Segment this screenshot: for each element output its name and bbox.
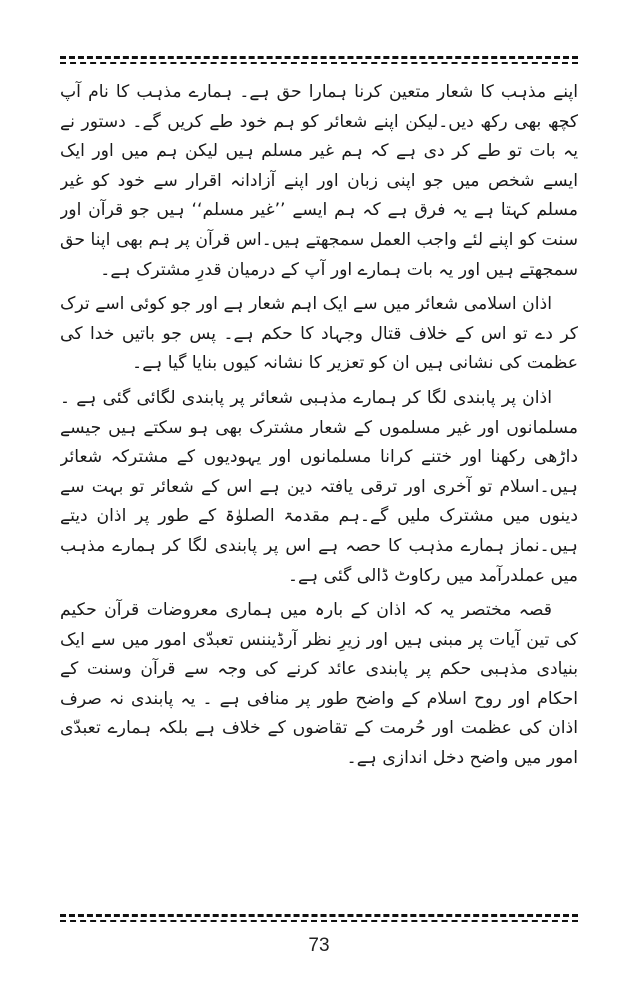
page-number: 73 bbox=[308, 935, 330, 956]
paragraph: اذان اسلامی شعائر میں سے ایک اہم شعار ہے اور جو کوئی اسے ترک کر دے تو اس کے خلاف قتال وجہاد کا حکم ہے۔ پس جو باتیں خدا کی عظمت کی نشانی ہیں ان کو تعزیر کا نشانہ کیوں بنایا گیا ہے۔ bbox=[60, 294, 578, 374]
paragraph: اذان پر پابندی لگا کر ہمارے مذہبی شعائر پر پابندی لگائی گئی ہے ۔مسلمانوں اور غیر مسلموں کے شعار مشترک بھی ہو سکتے ہیں جیسے داڑھی رکھنا اور ختنے کرانا مسلمانوں اور یہودیوں کے مشترکہ شعائر ہیں۔اسلام تو آخری اور ترقی یافتہ دین ہے اس کے شعائر تو بہت سے دینوں میں مشترک ملیں گے۔ہم مقدمۃ الصلوٰۃ کے طور پر اذان دیتے ہیں۔نماز ہمارے مذہب کا حصہ ہے اس پر پابندی لگا کر ہمارے مذہب میں عملدرآمد میں رکاوٹ ڈالی گئی ہے۔ bbox=[60, 387, 578, 586]
paragraph: اپنے مذہب کا شعار متعین کرنا ہمارا حق ہے۔ ہمارے مذہب کا نام آپ کچھ بھی رکھ دیں۔لیکن اپنے شعائر کو ہم خود طے کریں گے۔ دستور نے یہ بات تو طے کر دی ہے کہ ہم غیر مسلم ہیں لیکن ہم میں اور ایک ایسے شخص میں جو اپنی زبان اور اپنے آزادانہ اقرار سے خود کو غیر مسلم کہتا ہے یہ فرق ہے کہ ہم ایسے ’’غیر مسلم‘‘ ہیں جو قرآن اور سنت کو اپنے لئے واجب العمل سمجھتے ہیں۔اس قرآن پر ہم بھی اپنا حق سمجھتے ہیں اور یہ بات ہمارے اور آپ کے درمیان قدرِ مشترک ہے۔ bbox=[60, 82, 578, 280]
top-divider bbox=[60, 56, 578, 65]
page-body bbox=[60, 78, 578, 898]
paragraph: قصہ مختصر یہ کہ اذان کے بارہ میں ہماری معروضات قرآن حکیم کی تین آیات پر مبنی ہیں اور زیرِ نظر آرڈیننس تعبدّی امور میں سے ایک بنیادی مذہبی حکم پر پابندی عائد کرنے کی وجہ سے قرآن وسنت کے احکام اور روح اسلام کے واضح طور پر منافی ہے ۔ یہ پابندی نہ صرف اذان کی عظمت اور حُرمت کے تقاضوں کے خلاف ہے بلکہ ہمارے تعبدّی امور میں واضح دخل اندازی ہے۔ bbox=[60, 600, 578, 769]
bottom-divider bbox=[60, 914, 578, 923]
